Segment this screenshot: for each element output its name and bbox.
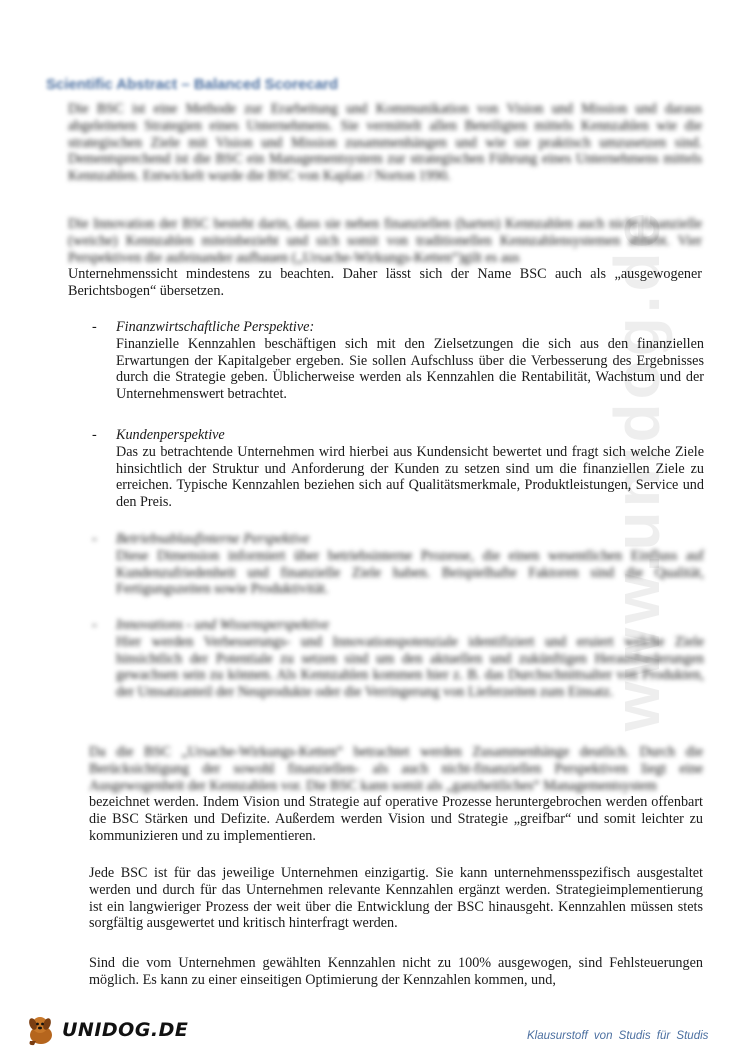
- cause-effect-clear: bezeichnet werden. Indem Vision und Strategie auf operative Prozesse heruntergebrochen werden offenbart die BSC Stärken und Defizite. Außerdem werden Vision und Strategie „greifbar“ und somit leichter zu kommunizieren und zu implementieren.: [89, 794, 703, 844]
- document-title: Scientific Abstract – Balanced Scorecard: [46, 76, 339, 93]
- perspective-heading: Finanzwirtschaftliche Perspektive:: [116, 319, 315, 335]
- perspective-text: Hier werden Verbesserungs- und Innovationspotenziale identifiziert und eruiert welche Ziele hinsichtlich der Potentiale zu setzen sind um den aktuellen und zukünftigen Herausforderungen gewachsen sein zu können. Als Kennzahlen kommen hier z. B. das Durchschnittsalter von Produkten, der Umsatzanteil der Neuprodukte oder die Verringerung von Lieferzeiten zum Einsatz.: [116, 633, 704, 701]
- perspective-heading: Betriebsablaufinterne Perspektive: [116, 531, 310, 547]
- cause-effect-paragraph: [89, 744, 703, 845]
- intro-paragraph-2: [68, 216, 702, 300]
- perspective-text: Diese Dimension informiert über betriebsinterne Prozesse, die einen wesentlichen Einfluss auf Kundenzufriedenheit und finanzielle Ziele haben. Beispielhafte Faktoren sind die Qualität, Fertigungszeiten sowie Produktivität.: [116, 547, 704, 598]
- list-marker: -: [92, 427, 97, 443]
- unidog-logo: [24, 1013, 188, 1047]
- footer-tagline: Klausurstoff von Studis für Studis: [527, 1030, 709, 1042]
- uniqueness-paragraph: Jede BSC ist für das jeweilige Unternehmen einzigartig. Sie kann unternehmensspezifisch ausgestaltet werden und durch für das Unternehmen relevante Kennzahlen ergänzt werden. Strategieimplementierung ist ein langwieriger Prozess der weit über die Entwicklung der BSC hinausgeht. Kennzahlen müssen stets sorgfältig ausgewertet und kritisch hinterfragt werden.: [89, 865, 703, 932]
- perspective-text: Das zu betrachtende Unternehmen wird hierbei aus Kundensicht bewertet und fragt sich welche Ziele hinsichtlich der Struktur und Anforderung der Kunden zu setzen sind um die finanziellen Ziele zu erreichen. Typische Kennzahlen beziehen sich auf Qualitätsmerkmale, Produktleistungen, Service und den Preis.: [116, 443, 704, 511]
- perspective-financial: [92, 319, 704, 403]
- perspective-innovation: [92, 617, 704, 701]
- perspective-customer: [92, 427, 704, 511]
- risk-paragraph: Sind die vom Unternehmen gewählten Kennzahlen nicht zu 100% ausgewogen, sind Fehlsteuerungen möglich. Es kann zu einer einseitigen Optimierung der Kennzahlen kommen, und,: [89, 955, 703, 988]
- perspective-heading: Innovations - und Wissensperspektive: [116, 617, 330, 633]
- intro-paragraph-1: Die BSC ist eine Methode zur Erarbeitung und Kommunikation von Vision und Mission und daraus abgeleiteten Strategien eines Unternehmens. Sie vermittelt allen Beteiligten mittels Kennzahlen wie die strategischen Ziele mit Vision und Mission zusammenhängen und wie sie praktisch umzusetzen sind. Dementsprechend ist die BSC ein Managementsystem zur strategischen Führung eines Unternehmens mittels Kennzahlen. Entwickelt wurde die BSC von Kaplan / Norton 1990.: [68, 101, 702, 185]
- intro-paragraph-2-blurred: Die Innovation der BSC besteht darin, dass sie neben finanziellen (harten) Kennzahlen auch nicht-finanzielle (weiche) Kennzahlen miteinbezieht und sich somit von traditionellen Kennzahlensystemen abhebt. Vier Perspektiven die aufeinander aufbauen („Ursache-Wirkungs-Ketten“)gilt es aus: [68, 216, 702, 266]
- perspective-heading: Kundenperspektive: [116, 427, 225, 443]
- logo-text: UNIDOG.DE: [62, 1019, 189, 1041]
- list-marker: -: [92, 531, 97, 547]
- intro-paragraph-2-clear: Unternehmenssicht mindestens zu beachten. Daher lässt sich der Name BSC auch als „ausgewogener Berichtsbogen“ übersetzen.: [68, 266, 702, 300]
- watermark-text: www.unidog.de: [601, 208, 673, 732]
- cause-effect-blurred: Da die BSC „Ursache-Wirkungs-Ketten“ betrachtet werden Zusammenhänge deutlich. Durch die Berücksichtigung der sowohl finanziellen- als auch nicht-finanziellen Perspektiven liegt eine Ausgewogenheit der Kennzahlen vor. Die BSC kann somit als „ganzheitliches“ Managementsystem: [89, 744, 703, 794]
- perspective-text: Finanzielle Kennzahlen beschäftigen sich mit den Zielsetzungen die sich aus den finanziellen Erwartungen der Kapitalgeber ergeben. Sie sollen Aufschluss über die Verbesserung des Ergebnisses durch die Strategie geben. Üblicherweise werden als Kennzahlen die Rentabilität, Wachstum und der Unternehmenswert betrachtet.: [116, 335, 704, 403]
- list-marker: -: [92, 319, 97, 335]
- dog-icon: [24, 1013, 58, 1047]
- perspective-internal-process: [92, 531, 704, 598]
- list-marker: -: [92, 617, 97, 633]
